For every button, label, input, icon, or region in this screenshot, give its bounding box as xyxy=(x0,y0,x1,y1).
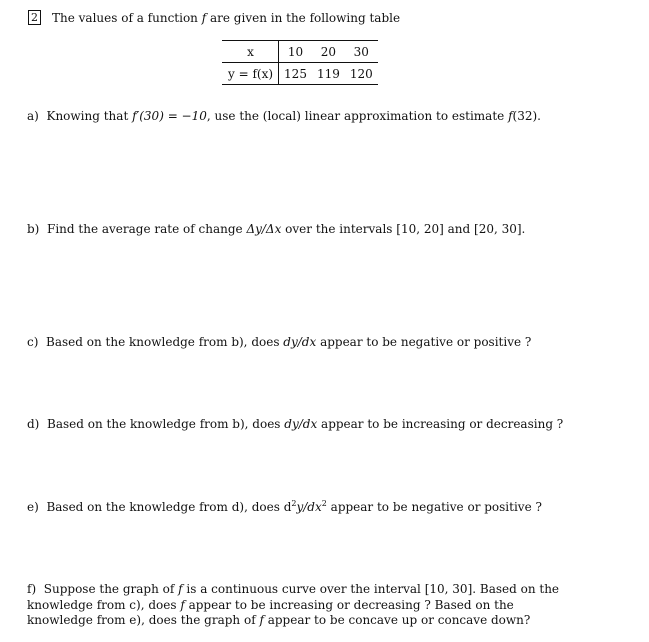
values-table xyxy=(222,40,378,85)
part-d-text: appear to be increasing or decreasing ? xyxy=(317,417,564,431)
part-a-text: (32). xyxy=(512,109,541,123)
part-b-text: Find the average rate of change xyxy=(47,222,247,236)
part-a-text: Knowing that xyxy=(46,109,133,123)
part-label: a) xyxy=(27,109,39,123)
part-label: d) xyxy=(27,417,40,431)
part-a-math: f xyxy=(508,109,513,123)
table-row xyxy=(222,63,378,85)
intro-text-1: The values of a function xyxy=(52,11,202,25)
part-f-math: [10, 30] xyxy=(424,582,473,596)
part-label: b) xyxy=(27,222,40,236)
part-c-math: dy/dx xyxy=(283,335,317,349)
part-b-math: [20, 30] xyxy=(474,222,522,236)
part-a xyxy=(27,109,541,123)
part-b-text: . xyxy=(521,222,526,236)
table-cell: 10 xyxy=(279,41,312,63)
part-e-text: appear to be negative or positive ? xyxy=(326,500,542,514)
part-f-text: Suppose the graph of xyxy=(43,582,179,596)
part-f-text: appear to be increasing or decreasing ? Based on the knowledge from e), does the graph of xyxy=(27,597,514,627)
row-label-y: y = f(x) xyxy=(222,63,279,85)
table-cell: 119 xyxy=(312,63,345,85)
part-b-text: over the intervals xyxy=(281,222,397,236)
part-f-text: . Based on the knowledge from c), does xyxy=(27,582,560,612)
part-e-math: d xyxy=(283,500,292,514)
intro-text-2: are given in the following table xyxy=(206,11,401,25)
part-a-text: , use the (local) linear approximation to estimate xyxy=(206,109,509,123)
table-cell: 30 xyxy=(345,41,378,63)
part-b-math: [10, 20] xyxy=(396,222,444,236)
intro-var: f xyxy=(201,11,207,25)
part-f-text: appear to be concave up or concave down? xyxy=(263,613,531,627)
part-f xyxy=(27,582,572,629)
part-d-math: dy/dx xyxy=(284,417,318,431)
part-e-math-sup: 2 xyxy=(291,499,297,508)
part-c xyxy=(27,335,531,349)
part-e xyxy=(27,500,542,514)
question-number: 2 xyxy=(28,10,41,25)
part-label: f) xyxy=(27,582,37,596)
part-f-math: f xyxy=(178,582,183,596)
part-b-math: Δy/Δx xyxy=(246,222,282,236)
part-c-text: Based on the knowledge from b), does xyxy=(46,335,284,349)
part-label: e) xyxy=(27,500,39,514)
part-d-text: Based on the knowledge from b), does xyxy=(47,417,285,431)
part-a-math: f′(30) = −10 xyxy=(132,109,207,123)
part-f-math: f xyxy=(259,613,264,627)
row-label-x: x xyxy=(222,41,279,63)
table-cell: 120 xyxy=(345,63,378,85)
part-e-text: Based on the knowledge from d), does xyxy=(46,500,284,514)
part-d xyxy=(27,417,563,431)
table-cell: 20 xyxy=(312,41,345,63)
table-cell: 125 xyxy=(279,63,312,85)
table-row xyxy=(222,41,378,63)
part-f-text: is a continuous curve over the interval xyxy=(182,582,425,596)
part-f-math: f xyxy=(180,597,185,612)
part-b-text: and xyxy=(443,222,475,236)
part-e-math-sup: 2 xyxy=(321,499,327,508)
question-intro xyxy=(52,11,400,25)
part-e-math: y/dx xyxy=(296,500,322,514)
part-label: c) xyxy=(27,335,39,349)
part-c-text: appear to be negative or positive ? xyxy=(316,335,532,349)
part-b xyxy=(27,222,525,236)
